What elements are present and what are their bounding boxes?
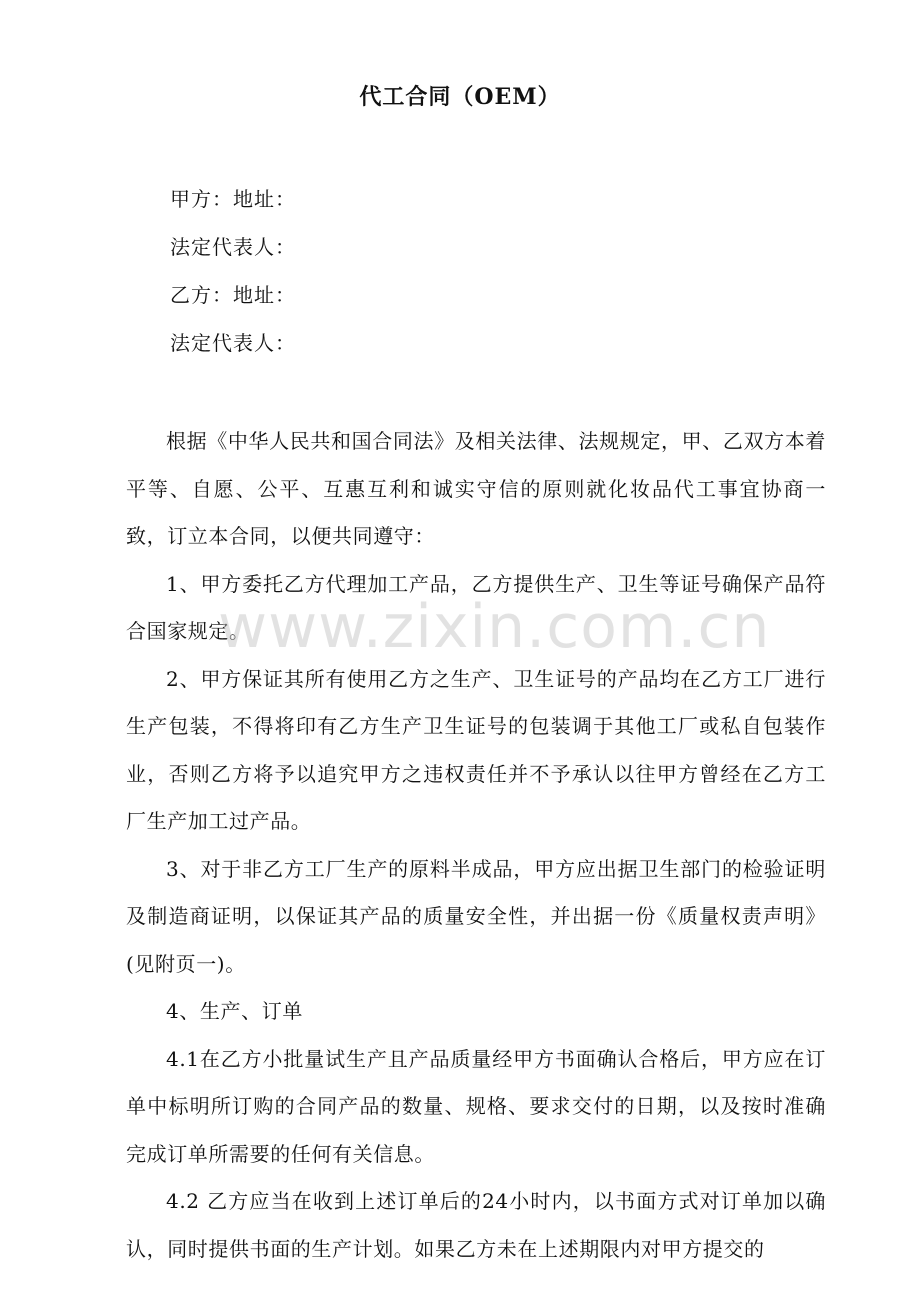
party-b-representative: 法定代表人： [170, 331, 296, 355]
document-title: 代工合同（OEM） [359, 84, 561, 110]
party-a-address: 甲方：地址： [170, 187, 296, 211]
watermark-text: www.zixin.com.cn [218, 592, 771, 662]
party-b-address: 乙方：地址： [170, 283, 296, 307]
clause-4-1-paragraph: 4.1在乙方小批量试生产且产品质量经甲方书面确认合格后，甲方应在订单中标明所订购的合同产品的数量、规格、要求交付的日期，以及按时准确完成订单所需要的任何有关信息。 [126, 1046, 826, 1166]
party-a-representative: 法定代表人： [170, 235, 296, 259]
clause-2-paragraph: 2、甲方保证其所有使用乙方之生产、卫生证号的产品均在乙方工厂进行生产包装，不得将印有乙方生产卫生证号的包装调于其他工厂或私自包装作业，否则乙方将予以追究甲方之违权责任并不予承认以往甲方曾经在乙方工厂生产加工过产品。 [126, 666, 826, 833]
clause-4-2-paragraph: 4.2 乙方应当在收到上述订单后的24小时内，以书面方式对订单加以确认，同时提供书面的生产计划。如果乙方未在上述期限内对甲方提交的 [126, 1189, 826, 1261]
clause-1-paragraph: 1、甲方委托乙方代理加工产品，乙方提供生产、卫生等证号确保产品符合国家规定。 [126, 571, 826, 643]
clause-4-heading: 4、生产、订单 [166, 999, 303, 1023]
contract-body [126, 418, 826, 1273]
preamble-paragraph: 根据《中华人民共和国合同法》及相关法律、法规规定，甲、乙双方本着平等、自愿、公平、互惠互利和诚实守信的原则就化妆品代工事宜协商一致，订立本合同，以便共同遵守： [126, 429, 826, 548]
clause-3-paragraph: 3、对于非乙方工厂生产的原料半成品，甲方应出据卫生部门的检验证明及制造商证明，以保证其产品的质量安全性，并出据一份《质量权责声明》(见附页一)。 [126, 856, 826, 976]
